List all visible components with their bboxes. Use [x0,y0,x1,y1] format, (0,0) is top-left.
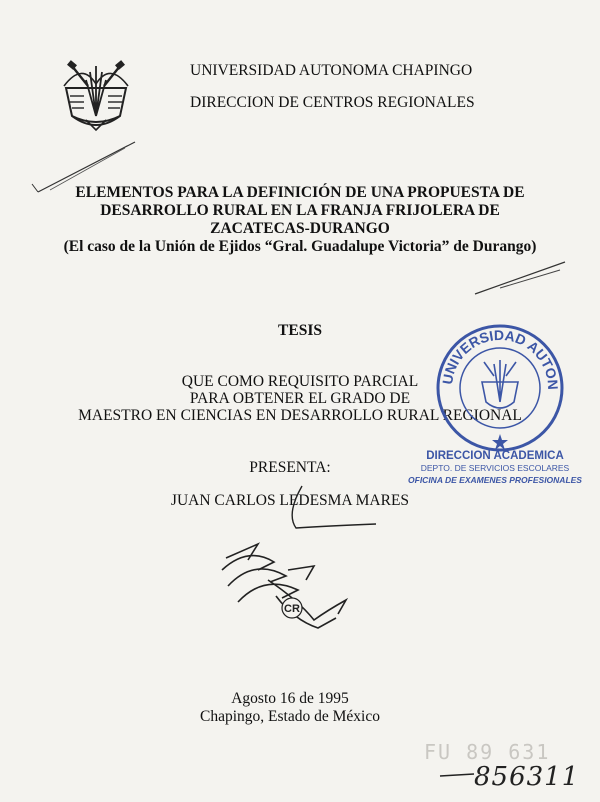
stamp-line-1: DIRECCION ACADEMICA [426,450,564,462]
title-line-1: ELEMENTOS PARA LA DEFINICIÓN DE UNA PROPUESTA DE [75,184,525,201]
requirement-line-1: QUE COMO REQUISITO PARCIAL [181,373,419,390]
logo-cr-text: CR [284,603,300,615]
university-name: UNIVERSIDAD AUTONOMA CHAPINGO [190,62,473,79]
stamp-line-2: DEPTO. DE SERVICIOS ESCOLARES [420,463,570,473]
thesis-label: TESIS [278,322,322,339]
regional-centers-logo-icon [218,540,358,636]
signature-mark [266,484,386,534]
thesis-title [40,184,560,256]
requirement-line-2: PARA OBTENER EL GRADO DE [189,390,411,407]
official-stamp-icon [424,309,570,452]
date-place [0,690,580,726]
presenter-label: PRESENTA: [249,459,331,476]
handwritten-underline [438,770,478,780]
title-line-3: ZACATECAS-DURANGO [210,220,390,237]
requirement-line-3: MAESTRO EN CIENCIAS EN DESARROLLO RURAL REGIONAL [78,407,522,424]
stamp-circle-text: UNIVERSIDAD AUTONOMA CHAPINGO [424,309,562,391]
stamp-line-3: OFICINA DE EXAMENES PROFESIONALES [408,475,582,485]
university-emblem-icon [52,58,140,138]
pencil-catalog-mark: FU 89 631 [424,740,551,764]
place-line: Chapingo, Estado de México [200,708,380,725]
department-name: DIRECCION DE CENTROS REGIONALES [190,94,475,111]
title-subtitle: (El caso de la Unión de Ejidos “Gral. Guadalupe Victoria” de Durango) [63,238,537,255]
svg-text:UNIVERSIDAD AUTONOMA CHAPINGO [424,309,561,390]
title-line-2: DESARROLLO RURAL EN LA FRANJA FRIJOLERA DE [100,202,500,219]
author-name: JUAN CARLOS LEDESMA MARES [170,492,410,509]
date-line: Agosto 16 de 1995 [231,690,349,707]
handwritten-catalog-number: 856311 [474,762,580,792]
pen-stroke-mark-right [470,258,570,298]
